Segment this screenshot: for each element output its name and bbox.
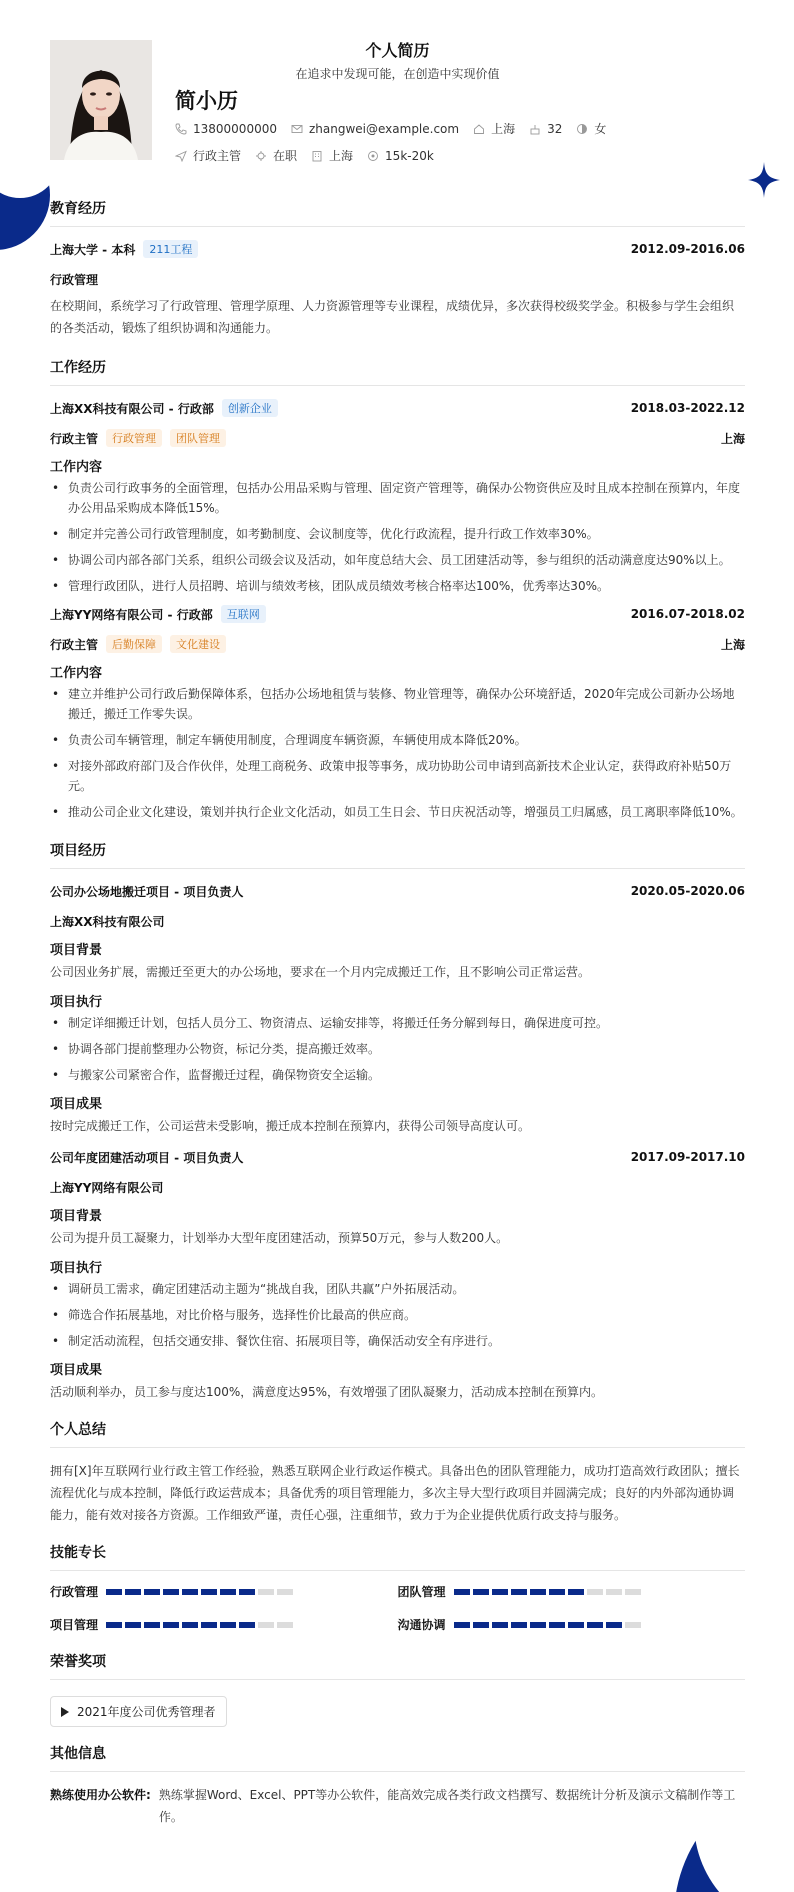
project-result: 按时完成搬迁工作，公司运营未受影响，搬迁成本控制在预算内，获得公司领导高度认可。 — [50, 1119, 531, 1133]
resume-page — [50, 0, 745, 1828]
skill-item — [50, 1616, 398, 1633]
project-exec-label: 项目执行 — [50, 1261, 103, 1276]
list-item: • 与搬家公司紧密合作，监督搬迁过程，确保物资安全运输。 — [50, 1065, 745, 1085]
projects-title: 项目经历 — [50, 840, 745, 869]
skill-name: 行政管理 — [50, 1585, 99, 1599]
gender-icon — [576, 123, 588, 135]
skill-segment-filled — [125, 1622, 141, 1628]
job-skill-tag: 后勤保障 — [106, 635, 162, 653]
building-icon — [311, 150, 323, 162]
sparkle-icon — [748, 162, 780, 198]
skill-segment-filled — [144, 1622, 160, 1628]
job-city: 上海 — [720, 637, 745, 652]
job-intent-row — [175, 147, 448, 164]
company-tag: 互联网 — [221, 605, 266, 623]
skill-name: 项目管理 — [50, 1618, 99, 1632]
company-name: 上海XX科技有限公司 - 行政部 — [50, 401, 214, 416]
skill-segment-empty — [277, 1589, 293, 1595]
candidate-name: 简小历 — [175, 89, 238, 113]
skill-segment-filled — [511, 1622, 527, 1628]
skill-segment-filled — [473, 1622, 489, 1628]
list-item: • 制定活动流程，包括交通安排、餐饮住宿、拓展项目等，确保活动安全有序进行。 — [50, 1331, 745, 1351]
project-head — [50, 881, 745, 901]
page-subtitle: 在追求中发现可能，在创造中实现价值 — [295, 67, 500, 81]
education-entry-head — [50, 239, 745, 259]
skill-segment-filled — [125, 1589, 141, 1595]
list-item: • 制定详细搬迁计划，包括人员分工、物资清点、运输安排等，将搬迁任务分解到每日，确保进度可控。 — [50, 1013, 745, 1033]
skill-segment-filled — [454, 1622, 470, 1628]
skill-name: 沟通协调 — [397, 1618, 446, 1632]
job-head — [50, 398, 745, 418]
company-name: 上海YY网络有限公司 - 行政部 — [50, 607, 213, 622]
skill-name: 团队管理 — [397, 1585, 446, 1599]
age-value: 32 — [547, 121, 563, 136]
skill-segment-filled — [549, 1589, 565, 1595]
skill-segment-filled — [163, 1622, 179, 1628]
work-section — [50, 357, 745, 822]
skills-section — [50, 1542, 745, 1633]
page-title: 个人简历 — [365, 41, 430, 60]
education-major: 行政管理 — [50, 272, 99, 287]
project-bg-label: 项目背景 — [50, 943, 103, 958]
job-role-row — [50, 428, 745, 448]
project-date: 2017.09-2017.10 — [630, 1150, 745, 1164]
skill-segment-empty — [277, 1622, 293, 1628]
location-value: 上海 — [491, 122, 516, 136]
skill-segment-empty — [587, 1589, 603, 1595]
skill-segment-filled — [106, 1622, 122, 1628]
skill-segment-filled — [568, 1622, 584, 1628]
skill-segment-filled — [182, 1622, 198, 1628]
school-tag: 211工程 — [143, 240, 198, 258]
list-item: • 建立并维护公司行政后勤保障体系，包括办公场地租赁与装修、物业管理等，确保办公环境舒适，2020年完成公司新办公场地搬迁，搬迁工作零失误。 — [50, 684, 745, 724]
triangle-right-icon — [61, 1707, 69, 1717]
status-icon — [255, 150, 267, 162]
skill-segment-filled — [511, 1589, 527, 1595]
project-name: 公司办公场地搬迁项目 - 项目负责人 — [50, 884, 244, 899]
skill-segment-filled — [549, 1622, 565, 1628]
list-item: • 协调各部门提前整理办公物资，标记分类，提高搬迁效率。 — [50, 1039, 745, 1059]
email-value: zhangwei@example.com — [308, 121, 460, 136]
skill-segment-filled — [454, 1589, 470, 1595]
skill-item — [398, 1583, 746, 1600]
work-title: 工作经历 — [50, 357, 745, 386]
target-city-value: 上海 — [329, 149, 354, 163]
target-city-item — [311, 147, 353, 164]
skill-segment-filled — [492, 1589, 508, 1595]
skill-level-bar — [106, 1622, 293, 1628]
job-entry — [50, 398, 745, 596]
skill-segment-filled — [587, 1622, 603, 1628]
cake-icon — [529, 123, 541, 135]
position-item — [175, 147, 241, 164]
list-item: • 协调公司内部各部门关系，组织公司级会议及活动，如年度总结大会、员工团建活动等，参与组织的活动满意度达90%以上。 — [50, 550, 745, 570]
skill-segment-filled — [530, 1589, 546, 1595]
job-role: 行政主管 — [50, 431, 99, 446]
skill-segment-filled — [201, 1622, 217, 1628]
other-text: 熟练掌握Word、Excel、PPT等办公软件，能高效完成各类行政文档撰写、数据统计分析及演示文稿制作等工作。 — [158, 1788, 736, 1824]
project-company: 上海YY网络有限公司 — [50, 1180, 164, 1195]
skill-segment-filled — [201, 1589, 217, 1595]
skill-segment-filled — [530, 1622, 546, 1628]
skill-level-bar — [106, 1589, 293, 1595]
money-icon — [367, 150, 379, 162]
skill-item — [398, 1616, 746, 1633]
education-date: 2012.09-2016.06 — [630, 242, 745, 256]
project-name: 公司年度团建活动项目 - 项目负责人 — [50, 1150, 244, 1165]
skill-segment-filled — [239, 1589, 255, 1595]
skill-segment-filled — [220, 1622, 236, 1628]
project-result-label: 项目成果 — [50, 1363, 103, 1378]
status-item — [255, 147, 297, 164]
phone-item — [175, 122, 277, 136]
job-items — [50, 684, 745, 822]
job-entry — [50, 604, 745, 822]
skill-item — [50, 1583, 398, 1600]
job-skill-tag: 文化建设 — [170, 635, 226, 653]
education-section — [50, 198, 745, 339]
school-name: 上海大学 - 本科 — [50, 242, 136, 257]
list-item: • 对接外部政府部门及合作伙伴，处理工商税务、政策申报等事务，成功协助公司申请到高新技术企业认定，获得政府补贴50万元。 — [50, 756, 745, 796]
list-item: • 制定并完善公司行政管理制度，如考勤制度、会议制度等，优化行政流程，提升行政工作效率30%。 — [50, 524, 745, 544]
skill-level-bar — [454, 1589, 641, 1595]
project-bg-label: 项目背景 — [50, 1209, 103, 1224]
salary-value: 15k-20k — [385, 148, 434, 163]
skill-segment-filled — [492, 1622, 508, 1628]
education-desc: 在校期间，系统学习了行政管理、管理学原理、人力资源管理等专业课程，成绩优异，多次获得校级奖学金。积极参与学生会组织的各类活动，锻炼了组织协调和沟通能力。 — [50, 299, 735, 335]
project-entry — [50, 1147, 745, 1403]
project-result: 活动顺利举办，员工参与度达100%，满意度达95%，有效增强了团队凝聚力，活动成本控制在预算内。 — [50, 1385, 603, 1399]
job-skill-tag: 行政管理 — [106, 429, 162, 447]
job-role-row — [50, 634, 745, 654]
position-value: 行政主管 — [193, 149, 242, 163]
gender-value: 女 — [594, 122, 607, 136]
honor-label: 2021年度公司优秀管理者 — [77, 1705, 216, 1719]
skill-level-bar — [454, 1622, 641, 1628]
gender-item — [576, 120, 606, 137]
job-head — [50, 604, 745, 624]
email-item — [291, 122, 459, 136]
honors-section — [50, 1651, 745, 1727]
project-entry — [50, 881, 745, 1137]
contact-row — [175, 120, 620, 137]
other-section — [50, 1743, 745, 1828]
skill-segment-filled — [606, 1622, 622, 1628]
skill-segment-filled — [144, 1589, 160, 1595]
skill-segment-empty — [625, 1622, 641, 1628]
skill-segment-filled — [106, 1589, 122, 1595]
job-date: 2016.07-2018.02 — [630, 607, 745, 621]
skill-segment-empty — [625, 1589, 641, 1595]
list-item: • 推动公司企业文化建设，策划并执行企业文化活动，如员工生日会、节日庆祝活动等，增强员工归属感，员工离职率降低10%。 — [50, 802, 745, 822]
job-date: 2018.03-2022.12 — [630, 401, 745, 415]
summary-section — [50, 1419, 745, 1526]
job-content-label: 工作内容 — [50, 666, 103, 681]
phone-value: 13800000000 — [193, 121, 277, 136]
email-icon — [291, 123, 303, 135]
job-city: 上海 — [720, 431, 745, 446]
list-item: • 筛选合作拓展基地，对比价格与服务，选择性价比最高的供应商。 — [50, 1305, 745, 1325]
skill-segment-filled — [568, 1589, 584, 1595]
send-icon — [175, 150, 187, 162]
age-item — [529, 122, 562, 136]
project-bg: 公司为提升员工凝聚力，计划举办大型年度团建活动，预算50万元，参与人数200人。 — [50, 1231, 509, 1245]
list-item: • 负责公司车辆管理，制定车辆使用制度，合理调度车辆资源，车辆使用成本降低20%。 — [50, 730, 745, 750]
project-result-label: 项目成果 — [50, 1097, 103, 1112]
honors-title: 荣誉奖项 — [50, 1651, 745, 1680]
skill-segment-filled — [182, 1589, 198, 1595]
job-skill-tag: 团队管理 — [170, 429, 226, 447]
honor-item — [50, 1696, 227, 1727]
location-item — [473, 120, 515, 137]
project-company: 上海XX科技有限公司 — [50, 914, 165, 929]
projects-section — [50, 840, 745, 1403]
skill-segment-filled — [473, 1589, 489, 1595]
summary-title: 个人总结 — [50, 1419, 745, 1448]
skill-segment-empty — [258, 1589, 274, 1595]
resume-header — [50, 0, 745, 180]
skill-segment-empty — [258, 1622, 274, 1628]
list-item: • 管理行政团队，进行人员招聘、培训与绩效考核，团队成员绩效考核合格率达100%，优秀率达30%。 — [50, 576, 745, 596]
phone-icon — [175, 123, 187, 135]
skill-segment-filled — [239, 1622, 255, 1628]
project-head — [50, 1147, 745, 1167]
summary-text: 拥有[X]年互联网行业行政主管工作经验，熟悉互联网企业行政运作模式。具备出色的团队管理能力，成功打造高效行政团队；擅长流程优化与成本控制，降低行政运营成本；具备优秀的项目管理能力，多次主导大型行政项目并圆满完成；良好的内外部沟通协调能力，能有效对接各方资源。工作细致严谨，责任心强，注重细节，致力于为企业提供优质行政支持与服务。 — [50, 1464, 740, 1522]
list-item: • 负责公司行政事务的全面管理，包括办公用品采购与管理、固定资产管理等，确保办公物资供应及时且成本控制在预算内，年度办公用品采购成本降低15%。 — [50, 478, 745, 518]
company-tag: 创新企业 — [222, 399, 278, 417]
skill-segment-filled — [163, 1589, 179, 1595]
job-role: 行政主管 — [50, 637, 99, 652]
education-title: 教育经历 — [50, 198, 745, 227]
skill-segment-empty — [606, 1589, 622, 1595]
other-title: 其他信息 — [50, 1743, 745, 1772]
skills-title: 技能专长 — [50, 1542, 745, 1571]
project-exec-label: 项目执行 — [50, 995, 103, 1010]
project-exec-items — [50, 1013, 745, 1085]
skill-segment-filled — [220, 1589, 236, 1595]
job-content-label: 工作内容 — [50, 460, 103, 475]
job-items — [50, 478, 745, 596]
project-bg: 公司因业务扩展，需搬迁至更大的办公场地，要求在一个月内完成搬迁工作，且不影响公司正常运营。 — [50, 965, 591, 979]
status-value: 在职 — [273, 149, 298, 163]
other-label: 熟练使用办公软件: — [50, 1788, 151, 1802]
list-item: • 调研员工需求，确定团建活动主题为“挑战自我，团队共赢”户外拓展活动。 — [50, 1279, 745, 1299]
project-date: 2020.05-2020.06 — [630, 884, 745, 898]
salary-item — [367, 149, 434, 163]
home-icon — [473, 123, 485, 135]
skills-grid — [50, 1583, 745, 1633]
other-info — [50, 1784, 745, 1828]
project-exec-items — [50, 1279, 745, 1351]
